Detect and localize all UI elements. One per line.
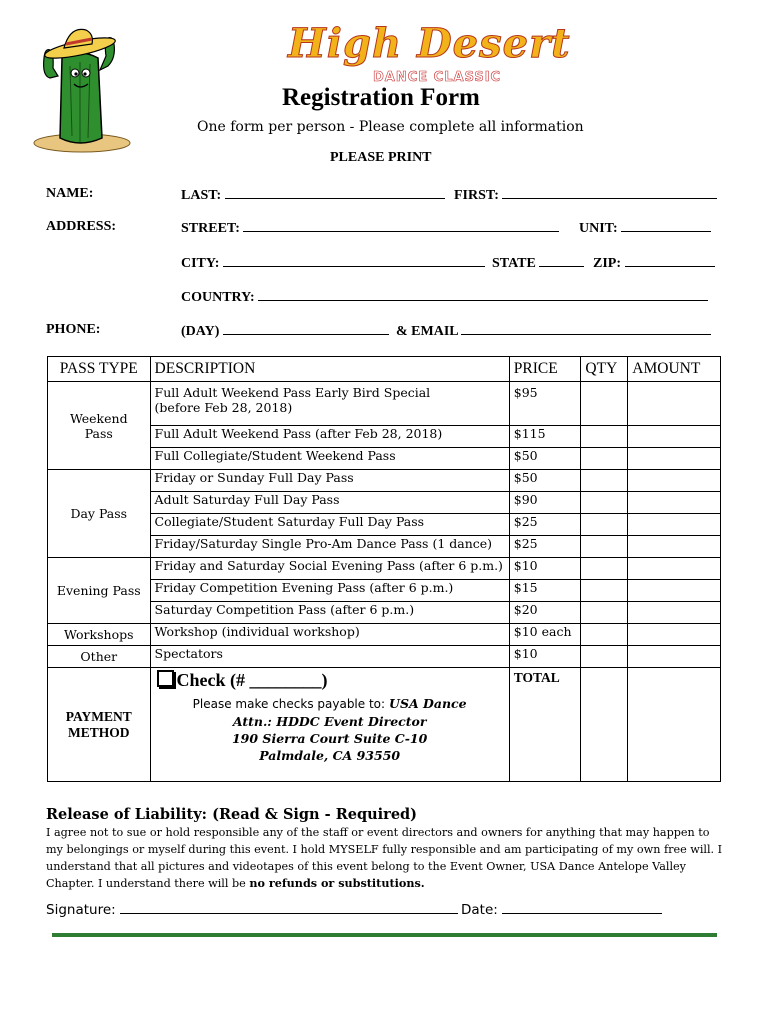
address-label: ADDRESS: — [46, 219, 117, 234]
payee-attn: Attn.: HDDC Event Director — [232, 714, 427, 729]
release-title: Release of Liability: (Read & Sign - Required) — [46, 806, 418, 823]
group-payment: PAYMENT METHOD — [48, 668, 151, 782]
checkbox-icon[interactable] — [157, 670, 174, 687]
unit-label: UNIT: — [579, 221, 618, 236]
qty-cell[interactable] — [581, 624, 628, 646]
logo-subtitle: DANCE CLASSIC — [373, 70, 502, 85]
payment-row — [48, 668, 721, 782]
check-label: Check (# ________) — [176, 670, 328, 690]
first-label: FIRST: — [454, 188, 499, 203]
payee: USA Dance — [389, 696, 467, 711]
amount-cell[interactable] — [628, 470, 721, 492]
first-name-field[interactable] — [454, 186, 717, 204]
row-desc: Full Adult Weekend Pass Early Bird Special — [154, 385, 431, 400]
total-label: TOTAL — [509, 668, 581, 782]
header-pass-type: PASS TYPE — [48, 357, 151, 382]
row-price: $10 — [509, 558, 581, 580]
day-phone-field[interactable] — [181, 322, 389, 340]
row-price: $115 — [509, 426, 581, 448]
unit-field[interactable] — [579, 219, 711, 237]
row-desc: Friday and Saturday Social Evening Pass (after 6 p.m.) — [150, 558, 509, 580]
row-price: $50 — [509, 470, 581, 492]
group-other: Other — [48, 646, 151, 668]
country-field[interactable] — [181, 288, 708, 306]
group-workshops: Workshops — [48, 624, 151, 646]
row-desc: Spectators — [150, 646, 509, 668]
qty-cell[interactable] — [581, 448, 628, 470]
qty-cell[interactable] — [581, 536, 628, 558]
qty-cell[interactable] — [581, 382, 628, 426]
row-price: $90 — [509, 492, 581, 514]
row-desc: Full Adult Weekend Pass (after Feb 28, 2018) — [150, 426, 509, 448]
day-label: (DAY) — [181, 324, 220, 339]
qty-cell[interactable] — [581, 602, 628, 624]
table-row — [48, 646, 721, 668]
qty-cell[interactable] — [581, 514, 628, 536]
amount-cell[interactable] — [628, 646, 721, 668]
qty-cell[interactable] — [581, 426, 628, 448]
row-desc: Friday/Saturday Single Pro-Am Dance Pass (1 dance) — [150, 536, 509, 558]
state-label: STATE — [492, 256, 536, 271]
table-row — [48, 558, 721, 580]
header-description: DESCRIPTION — [150, 357, 509, 382]
payee-street: 190 Sierra Court Suite C-10 — [231, 731, 428, 746]
row-price: $95 — [509, 382, 581, 426]
date-label: Date: — [461, 902, 498, 918]
group-weekend: Weekend Pass — [48, 382, 151, 470]
header-amount: AMOUNT — [628, 357, 721, 382]
amount-cell[interactable] — [628, 624, 721, 646]
row-price: $10 — [509, 646, 581, 668]
qty-cell[interactable] — [581, 558, 628, 580]
row-desc: Friday Competition Evening Pass (after 6 p.m.) — [150, 580, 509, 602]
amount-cell[interactable] — [628, 448, 721, 470]
row-price: $20 — [509, 602, 581, 624]
phone-label: PHONE: — [46, 322, 101, 337]
footer-rule — [52, 933, 717, 937]
table-header-row — [48, 357, 721, 382]
payable-text: Please make checks payable to: — [192, 697, 386, 711]
subtitle: One form per person - Please complete all information — [197, 119, 584, 135]
street-label: STREET: — [181, 221, 240, 236]
row-price: $25 — [509, 536, 581, 558]
table-row — [48, 382, 721, 426]
total-amount-cell[interactable] — [628, 668, 721, 782]
last-name-field[interactable] — [181, 186, 445, 204]
row-desc: Adult Saturday Full Day Pass — [150, 492, 509, 514]
cactus-mascot-icon — [20, 18, 140, 153]
last-label: LAST: — [181, 188, 222, 203]
amount-cell[interactable] — [628, 536, 721, 558]
page-title: Registration Form — [282, 84, 480, 111]
header-qty: QTY — [581, 357, 628, 382]
amount-cell[interactable] — [628, 382, 721, 426]
qty-cell[interactable] — [581, 646, 628, 668]
row-price: $25 — [509, 514, 581, 536]
row-desc: Workshop (individual workshop) — [150, 624, 509, 646]
amount-cell[interactable] — [628, 558, 721, 580]
pass-table — [47, 356, 721, 782]
state-field[interactable] — [492, 254, 584, 272]
release-bold-tail: no refunds or substitutions. — [249, 876, 425, 891]
release-body — [46, 825, 726, 893]
table-row — [48, 624, 721, 646]
qty-cell[interactable] — [581, 470, 628, 492]
email-label: & EMAIL — [396, 324, 458, 339]
check-option[interactable] — [155, 670, 505, 691]
row-desc: Friday or Sunday Full Day Pass — [150, 470, 509, 492]
amount-cell[interactable] — [628, 580, 721, 602]
row-desc: Saturday Competition Pass (after 6 p.m.) — [150, 602, 509, 624]
row-price: $15 — [509, 580, 581, 602]
email-field[interactable] — [396, 322, 711, 340]
header-price: PRICE — [509, 357, 581, 382]
qty-cell[interactable] — [581, 492, 628, 514]
total-qty-cell[interactable] — [581, 668, 628, 782]
row-desc: Collegiate/Student Saturday Full Day Pass — [150, 514, 509, 536]
zip-label: ZIP: — [593, 256, 621, 271]
logo-title: High Desert — [288, 20, 571, 67]
amount-cell[interactable] — [628, 426, 721, 448]
release-text: I agree not to sue or hold responsible any of the staff or event directors and owners for anything that may happen to my belongings or myself during this event. I hold MYSELF fully responsible and am participating of my own free will. I understand that all pictures and videotapes of this event belong to the Event Owner, USA Dance Antelope Valley Chapter. I understand there will be — [46, 826, 723, 891]
row-price: $50 — [509, 448, 581, 470]
row-desc-note: (before Feb 28, 2018) — [154, 400, 293, 415]
street-field[interactable] — [181, 219, 559, 237]
signature-label: Signature: — [46, 902, 116, 918]
city-label: CITY: — [181, 256, 220, 271]
city-field[interactable] — [181, 254, 485, 272]
amount-cell[interactable] — [628, 514, 721, 536]
print-note: PLEASE PRINT — [330, 150, 432, 165]
country-label: COUNTRY: — [181, 290, 255, 305]
amount-cell[interactable] — [628, 492, 721, 514]
name-label: NAME: — [46, 186, 94, 201]
table-row — [48, 470, 721, 492]
group-day: Day Pass — [48, 470, 151, 558]
row-desc: Full Collegiate/Student Weekend Pass — [150, 448, 509, 470]
row-price: $10 each — [509, 624, 581, 646]
payee-city: Palmdale, CA 93550 — [259, 748, 401, 763]
group-evening: Evening Pass — [48, 558, 151, 624]
amount-cell[interactable] — [628, 602, 721, 624]
zip-field[interactable] — [593, 254, 715, 272]
date-field[interactable] — [461, 901, 662, 918]
signature-field[interactable] — [46, 901, 458, 918]
qty-cell[interactable] — [581, 580, 628, 602]
